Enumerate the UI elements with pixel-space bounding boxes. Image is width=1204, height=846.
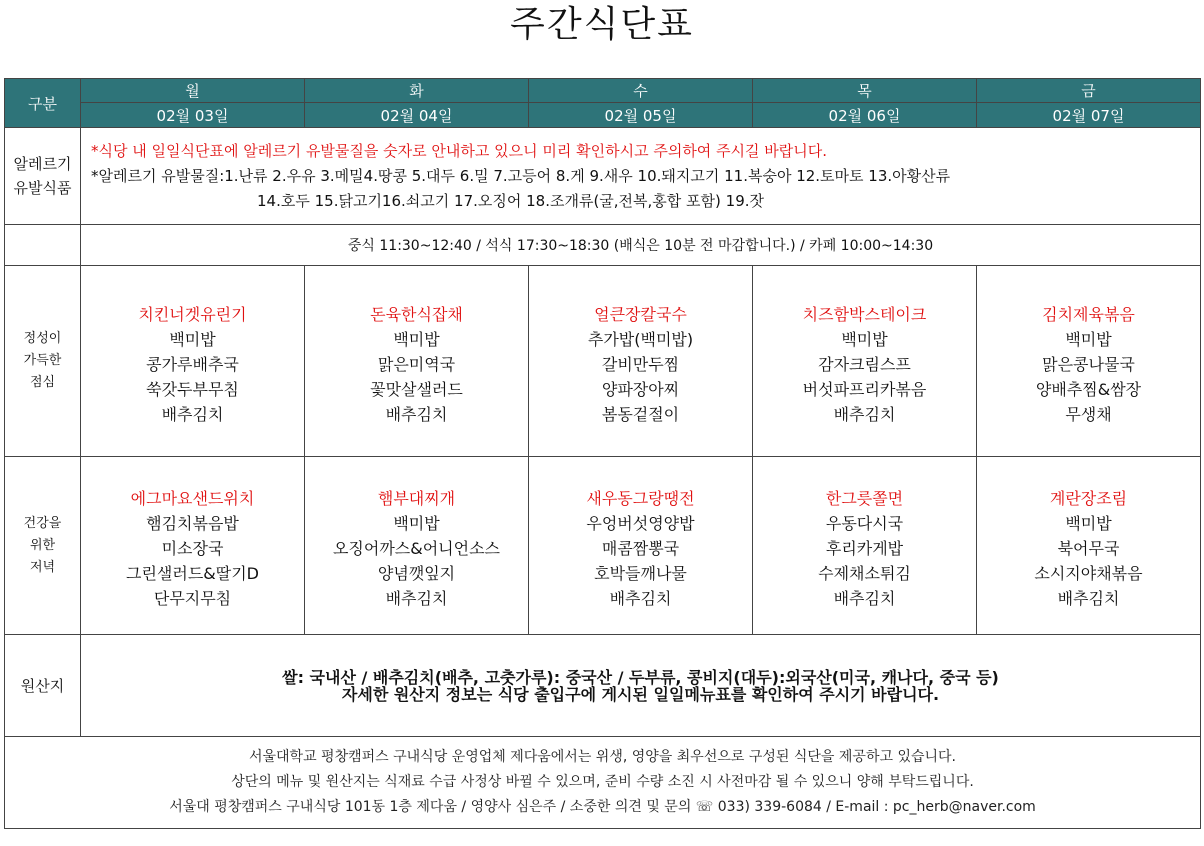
lunch-item: 봄동겉절이 <box>601 404 680 424</box>
dinner-item: 백미밥 <box>393 514 440 533</box>
dinner-row <box>5 457 1201 635</box>
header-date-row <box>5 103 1201 128</box>
dinner-item: 매콤짬뽕국 <box>601 539 680 558</box>
lunch-item: 갈비만두찜 <box>601 354 680 374</box>
dinner-item: 단무지무침 <box>153 589 232 608</box>
lunch-thu <box>753 266 977 457</box>
lunch-item: 백미밥 <box>393 329 440 349</box>
dinner-main-dish: 계란장조림 <box>1049 489 1128 508</box>
dinner-item: 배추김치 <box>1057 589 1120 608</box>
lunch-main-dish: 치즈함박스테이크 <box>802 304 927 324</box>
lunch-label-line3: 점심 <box>29 375 56 390</box>
lunch-item: 양파장아찌 <box>601 379 680 399</box>
dinner-item: 그린샐러드&딸기D <box>126 564 259 583</box>
dinner-item: 우동다시국 <box>825 514 904 533</box>
lunch-main-dish: 얼큰장칼국수 <box>594 304 687 324</box>
dinner-item: 백미밥 <box>1065 514 1112 533</box>
dinner-item: 후리카게밥 <box>825 539 904 558</box>
dinner-thu <box>753 457 977 635</box>
lunch-label-line2: 가득한 <box>23 353 62 368</box>
dinner-item: 우엉버섯영양밥 <box>586 514 695 533</box>
weekly-menu-table <box>4 78 1201 829</box>
lunch-item: 배추김치 <box>833 404 896 424</box>
allergy-list-line2: 14.호두 15.닭고기16.쇠고기 17.오징어 18.조개류(굴,전복,홍합 포함) 19.잣 <box>257 191 764 210</box>
header-gubun: 구분 <box>5 79 81 128</box>
dinner-label-line1: 건강을 <box>23 515 62 531</box>
hours-label-empty <box>5 225 81 266</box>
footer-line1: 서울대학교 평창캠퍼스 구내식당 운영업체 제다움에서는 위생, 영양을 최우선으로 구성된 식단을 제공하고 있습니다. <box>248 749 956 765</box>
lunch-item: 무생채 <box>1065 404 1112 424</box>
lunch-label-line1: 정성이 <box>23 331 62 346</box>
dinner-item: 북어무국 <box>1057 539 1120 558</box>
dinner-main-dish: 햄부대찌개 <box>377 489 456 508</box>
lunch-row <box>5 266 1201 457</box>
allergy-row <box>5 128 1201 225</box>
allergy-list-line1: *알레르기 유발물질:1.난류 2.우유 3.메밀4.땅콩 5.대두 6.밀 7.고등어 8.게 9.새우 10.돼지고기 11.복숭아 12.토마토 13.아황산류 <box>91 166 951 185</box>
origin-line2: 자세한 원산지 정보는 식당 출입구에 게시된 일일메뉴표를 확인하여 주시기 바랍니다. <box>341 684 940 704</box>
dinner-item: 햄김치볶음밥 <box>146 514 239 533</box>
dinner-item: 수제채소튀김 <box>818 564 911 583</box>
lunch-wed <box>529 266 753 457</box>
dinner-item: 소시지야채볶음 <box>1034 564 1143 583</box>
lunch-item: 백미밥 <box>841 329 888 349</box>
lunch-item: 추가밥(백미밥) <box>587 329 694 349</box>
footer-info <box>5 737 1201 829</box>
date-wed: 02월 05일 <box>529 103 753 128</box>
day-fri: 금 <box>977 79 1201 103</box>
dinner-label <box>5 457 81 635</box>
dinner-item: 양념깻잎지 <box>377 564 456 583</box>
origin-info <box>81 635 1201 737</box>
date-thu: 02월 06일 <box>753 103 977 128</box>
date-fri: 02월 07일 <box>977 103 1201 128</box>
lunch-item: 양배추찜&쌈장 <box>1035 379 1142 399</box>
dinner-item: 미소장국 <box>161 539 224 558</box>
lunch-item: 백미밥 <box>1065 329 1112 349</box>
dinner-main-dish: 한그릇쫄면 <box>825 489 904 508</box>
lunch-item: 쑥갓두부무침 <box>146 379 239 399</box>
hours-row <box>5 225 1201 266</box>
page-title: 주간식단표 <box>510 4 694 45</box>
dinner-item: 오징어까스&어니언소스 <box>332 539 501 558</box>
lunch-item: 콩가루배추국 <box>146 354 239 374</box>
dinner-main-dish: 에그마요샌드위치 <box>130 489 255 508</box>
day-wed: 수 <box>529 79 753 103</box>
lunch-item: 맑은콩나물국 <box>1042 354 1135 374</box>
day-tue: 화 <box>305 79 529 103</box>
dinner-item: 배추김치 <box>609 589 672 608</box>
lunch-item: 배추김치 <box>385 404 448 424</box>
lunch-item: 감자크림스프 <box>818 354 911 374</box>
lunch-mon <box>81 266 305 457</box>
dinner-tue <box>305 457 529 635</box>
origin-row <box>5 635 1201 737</box>
dinner-item: 배추김치 <box>385 589 448 608</box>
lunch-main-dish: 돈육한식잡채 <box>370 304 463 324</box>
dinner-label-line3: 저녁 <box>29 559 56 575</box>
date-tue: 02월 04일 <box>305 103 529 128</box>
dinner-main-dish: 새우동그랑땡전 <box>586 489 695 508</box>
allergy-label-line1: 알레르기 <box>13 155 72 173</box>
lunch-item: 꽃맛살샐러드 <box>370 379 463 399</box>
dinner-fri <box>977 457 1201 635</box>
allergy-notice: *식당 내 일일식단표에 알레르기 유발물질을 숫자로 안내하고 있으니 미리 확인하시고 주의하여 주시길 바랍니다. <box>91 141 828 160</box>
dinner-item: 배추김치 <box>833 589 896 608</box>
footer-row <box>5 737 1201 829</box>
lunch-item: 버섯파프리카볶음 <box>802 379 927 399</box>
lunch-main-dish: 김치제육볶음 <box>1042 304 1135 324</box>
allergy-info <box>81 128 1201 225</box>
date-mon: 02월 03일 <box>81 103 305 128</box>
lunch-item: 배추김치 <box>161 404 224 424</box>
lunch-item: 맑은미역국 <box>377 354 456 374</box>
lunch-item: 백미밥 <box>169 329 216 349</box>
dinner-item: 호박들깨나물 <box>594 564 687 583</box>
dinner-label-line2: 위한 <box>29 537 56 553</box>
day-mon: 월 <box>81 79 305 103</box>
footer-line3: 서울대 평창캠퍼스 구내식당 101동 1층 제다움 / 영양사 심은주 / 소중한 의견 및 문의 ☏ 033) 339-6084 / E-mail : pc_herb@naver.com <box>169 799 1036 815</box>
footer-line2: 상단의 메뉴 및 원산지는 식재료 수급 사정상 바뀔 수 있으며, 준비 수량 소진 시 사전마감 될 수 있으니 양해 부탁드립니다. <box>231 774 974 790</box>
lunch-label <box>5 266 81 457</box>
origin-label: 원산지 <box>5 635 81 737</box>
lunch-tue <box>305 266 529 457</box>
lunch-fri <box>977 266 1201 457</box>
dinner-wed <box>529 457 753 635</box>
dinner-mon <box>81 457 305 635</box>
allergy-label-line2: 유발식품 <box>13 179 72 197</box>
day-thu: 목 <box>753 79 977 103</box>
allergy-label <box>5 128 81 225</box>
origin-line1: 쌀: 국내산 / 배추김치(배추, 고춧가루): 중국산 / 두부류, 콩비지(대두):외국산(미국, 캐나다, 중국 등) <box>282 667 999 687</box>
service-hours: 중식 11:30~12:40 / 석식 17:30~18:30 (배식은 10분 전 마감합니다.) / 카페 10:00~14:30 <box>81 225 1201 266</box>
header-day-row <box>5 79 1201 103</box>
lunch-main-dish: 치킨너겟유린기 <box>138 304 247 324</box>
